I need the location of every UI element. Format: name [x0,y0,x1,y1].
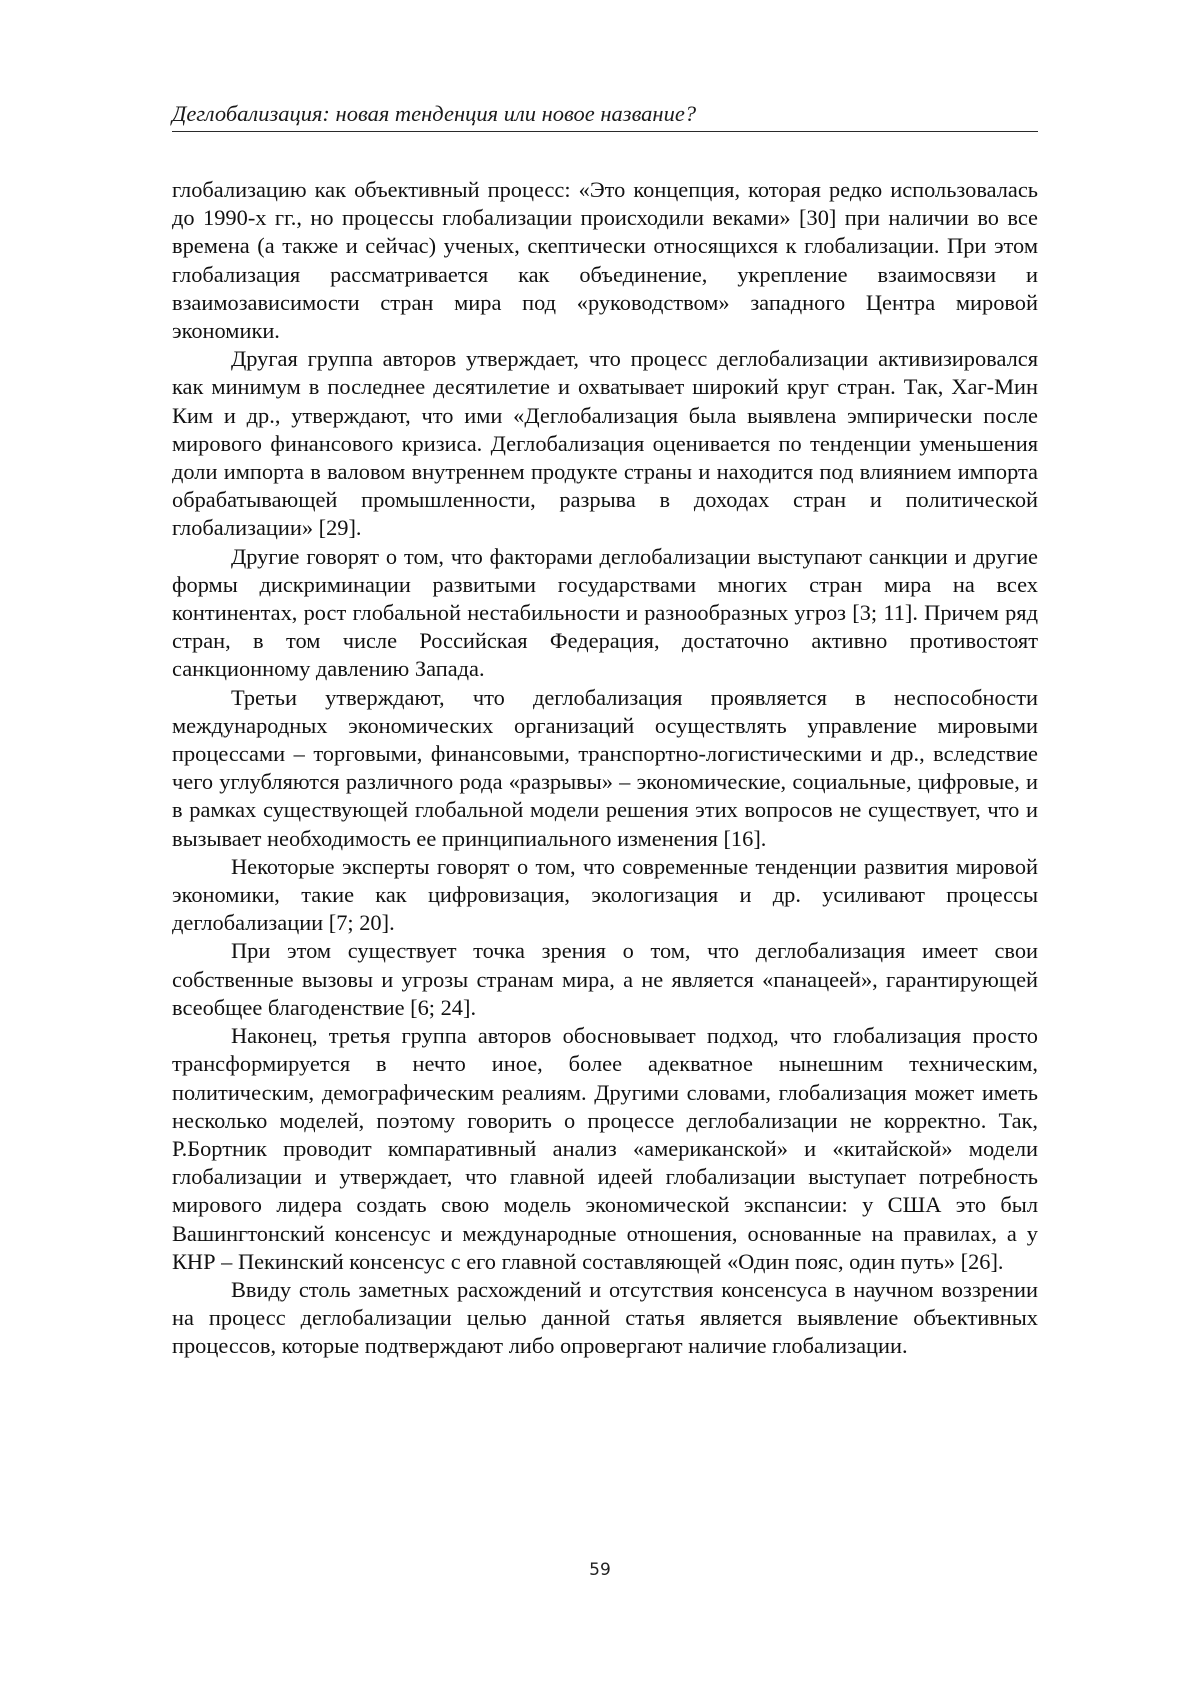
header-rule [172,131,1038,132]
paragraph: Некоторые эксперты говорят о том, что современные тенденции развития мировой экономики, такие как цифровизация, экологизация и др. усиливают процессы деглобализации [7; 20]. [172,853,1038,936]
paragraph: Третьи утверждают, что деглобализация проявляется в неспособности международных экономических организаций осуществлять управление мировыми процессами – торговыми, финансовыми, транспортно-логистическими и др., вследствие чего углубляются различного рода «разрывы» – экономические, социальные, цифровые, и в рамках существующей глобальной модели решения этих вопросов не существует, что и вызывает необходимость ее принципиального изменения [16]. [172,684,1038,851]
paragraph: Наконец, третья группа авторов обосновывает подход, что глобализация просто трансформируется в нечто иное, более адекватное нынешним техническим, политическим, демографическим реалиям. Другими словами, глобализация может иметь несколько моделей, поэтому говорить о процессе деглобализации не корректно. Так, Р.Бортник проводит компаративный анализ «американской» и «китайской» модели глобализации и утверждает, что главной идеей глобализации выступает потребность мирового лидера создать свою модель экономической экспансии: у США это был Вашингтонский консенсус и международные отношения, основанные на правилах, а у КНР – Пекинский консенсус с его главной составляющей «Один пояс, один путь» [26]. [172,1023,1038,1274]
article-body [172,176,1038,1361]
paragraph: Другие говорят о том, что факторами деглобализации выступают санкции и другие формы дискриминации развитыми государствами многих стран мира на всех континентах, рост глобальной нестабильности и разнообразных угроз [3; 11]. Причем ряд стран, в том числе Российская Федерация, достаточно активно противостоят санкционному давлению Запада. [172,543,1038,682]
paragraph: Ввиду столь заметных расхождений и отсутствия консенсуса в научном воззрении на процесс деглобализации целью данной статья является выявление объективных процессов, которые подтверждают либо опровергают наличие глобализации. [172,1276,1038,1359]
running-header-title: Деглобализация: новая тенденция или новое название? [172,101,697,126]
page-number: 59 [589,1560,611,1580]
paragraph-continuation: глобализацию как объективный процесс: «Это концепция, которая редко использовалась до 1990-х гг., но процессы глобализации происходили веками» [30] при наличии во все времена (а также и сейчас) ученых, скептически относящихся к глобализации. При этом глобализация рассматривается как объединение, укрепление взаимосвязи и взаимозависимости стран мира под «руководством» западного Центра мировой экономики. [172,177,1038,344]
paragraph: Другая группа авторов утверждает, что процесс деглобализации активизировался как минимум в последнее десятилетие и охватывает широкий круг стран. Так, Хаг-Мин Ким и др., утверждают, что ими «Деглобализация была выявлена эмпирически после мирового финансового кризиса. Деглобализация оценивается по тенденции уменьшения доли импорта в валовом внутреннем продукте страны и находится под влиянием импорта обрабатывающей промышленности, разрыва в доходах стран и политической глобализации» [29]. [172,346,1038,541]
paragraph: При этом существует точка зрения о том, что деглобализация имеет свои собственные вызовы и угрозы странам мира, а не является «панацеей», гарантирующей всеобщее благоденствие [6; 24]. [172,938,1038,1020]
